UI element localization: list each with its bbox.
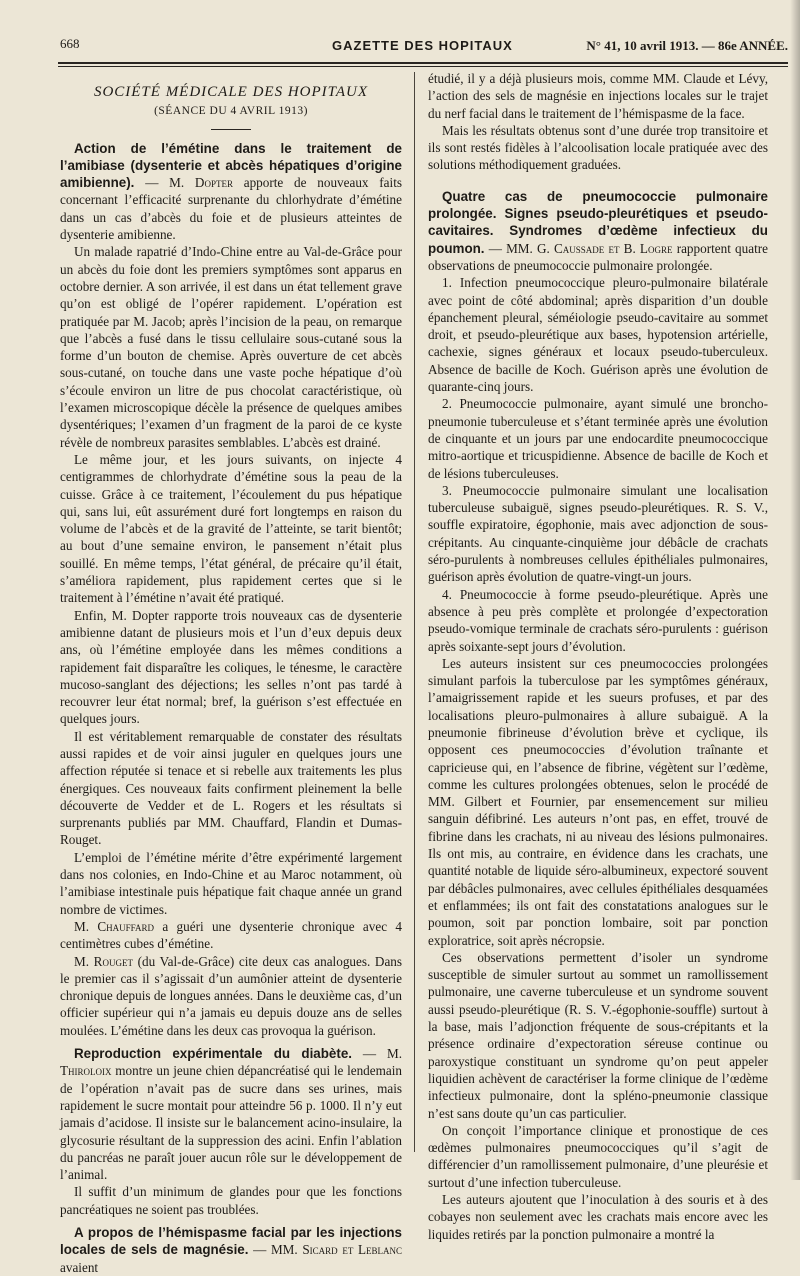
running-header — [60, 36, 788, 58]
author-name: M. Dopter — [169, 175, 233, 191]
article-title: A propos de l’hémispasme facial par les injections locales de sels de magnésie. — [60, 1225, 402, 1258]
article-diabete — [60, 1045, 402, 1218]
paragraph: Il suffit d’un minimum de glandes pour que les fonctions pancréatiques ne soient pas troublées. — [60, 1184, 402, 1217]
header-rule-thin — [58, 66, 788, 67]
paragraph: Les auteurs ajoutent que l’inoculation à des souris et à des cobayes non seulement avec les crachats mais encore avec les liquides retirés par la ponction pulmonaire a montré la — [428, 1192, 768, 1242]
journal-title: GAZETTE DES HOPITAUX — [332, 38, 513, 53]
author-name: MM. Sicard et Leblanc — [270, 1242, 403, 1258]
page-edge-shadow — [790, 0, 800, 1180]
paragraph: Enfin, M. Dopter rapporte trois nouveaux cas de dysenterie amibienne datant de plusieurs mois et l’un d’eux depuis deux ans, où l’émétine employée dans les mêmes conditions a rapidement fait disparaître les coliques, le ténesme, le caractère mucoso-sanglant des déjections; les selles n’ont pas tardé à recouvrer leur état normal; bref, la guérison s’est effectuée en quelques jours. — [60, 607, 402, 727]
paragraph-text: rapportent quatre observations de pneumococcie pulmonaire prolongée. — [428, 240, 769, 273]
article-lead: Reproduction expérimentale du diabète. — M. Thiroloix montre un jeune chien dépancréatisé qui le lendemain de l’opération n’avait pas de sucre dans ses urines, mais rapidement le sucre montait pour atteindre 56 p. 1000. Il n’y eut jamais d’acidose. Il insiste sur le balancement acino-insulaire, la glycosurie résultant de la suppression des acini. Enfin l’ablation du pancréas ne paraît jouer aucun rôle sur le développement de l’animal. — [60, 1046, 402, 1183]
article-hemispasme — [60, 1224, 402, 1276]
paragraph: Mais les résultats obtenus sont d’une durée trop transitoire et ils sont restés fidèles à l’alcoolisation locale pratiquée avec des solutions méthodiquement graduées. — [428, 122, 768, 173]
case-item: 2. Pneumococcie pulmonaire, ayant simulé une broncho-pneumonie tuberculeuse et s’étant terminée après une évolution de cinquante et un jours par une endocardite pneumococcique mitro-aortique et tricuspidienne. Absence de bacille de Koch et de lésions tuberculeuses. — [428, 396, 768, 481]
paragraph — [60, 953, 402, 1039]
paragraph-text: a guéri une dysenterie chronique avec 4 centimètres cubes d’émétine. — [60, 918, 402, 952]
paragraph: Les auteurs insistent sur ces pneumococcies prolongées simulant parfois la tuberculose par les symptômes généraux, l’amaigrissement rapide et les sueurs profuses, et par des localisations pleuro-pulmonaires à allure subaiguë. A la pneumonie fibrineuse d’évolution brève et cyclique, ils opposent ces pneumococcies d’évolution traînante et capricieuse qui, en l’absence de fibrine, végètent sur l’œdème, comme les cultures prolongées obtenues, selon le procédé de MM. Gilbert et Fournier, par ensemencement sur milieu sanguin défibriné. Les auteurs n’ont pas, en effet, trouvé de fibrine dans les crachats, ni au niveau des lésions pulmonaires. Ils ont mis, au contraire, en évidence dans les crachats, une quantité notable de liquide séro-albumineux, expectoré souvent par débâcles pulmonaires, avec cellules épithéliales desquamées et enflammées; ils ont fait des constatations analogues sur le poumon, soit par ponction lombaire, soit par ponction exploratrice, soit après nécropsie. — [428, 655, 768, 948]
paragraph: Le même jour, et les jours suivants, on injecte 4 centigrammes de chlorhydrate d’émétine sous la peau de la cuisse. Grâce à ce traitement, l’écoulement du pus hépatique qui, sans lui, eût assurément duré fort longtemps en raison du volume de l’abcès et de la gravité de l’atteinte, se tarit bientôt; au bout d’une semaine environ, le pansement n’était plus souillé. En même temps, l’état général, de précaire qu’il était, s’améliora rapidement, plus rapidement certes que si le traitement à l’émétine n’avait été pratiqué. — [60, 451, 402, 606]
paragraph: On conçoit l’importance clinique et pronostique de ces œdèmes pulmonaires pneumococciques qu’il s’agit de différencier d’un ramollissement pulmonaire, d’une pleurésie et surtout d’une infection tuberculeuse. — [428, 1122, 768, 1190]
article-lead: Quatre cas de pneumococcie pulmonaire prolongée. Signes pseudo-pleurétiques et pseudo-cavitaires. Syndromes d’œdème infectieux du poumon. — MM. G. Caussade et B. Logre rapportent quatre observations de pneumococcie pulmonaire prolongée. — [428, 188, 769, 273]
article-emetine — [60, 140, 402, 1039]
paragraph-text: avaient — [60, 1259, 99, 1275]
paragraph: L’emploi de l’émétine mérite d’être expérimenté largement dans nos colonies, en Indo-Chine et au Maroc notamment, où l’amibiase intestinale puis hépatique fait chaque année un grand nombre de victimes. — [60, 849, 402, 917]
header-rule — [58, 62, 788, 64]
session-date: (SÉANCE DU 4 AVRIL 1913) — [154, 105, 308, 118]
paragraph: apporte de nouveaux faits concernant l’efficacité surprenante du chlorhydrate d’émétine dans un cas d’abcès du foie et de plusieurs atteintes de dysenterie amibienne. — [60, 175, 402, 243]
paragraph: Il est véritablement remarquable de constater des résultats aussi rapides et de voir ainsi juguler en quelques jours une affection réputée si tenace et si rebelle aux traitements les plus énergiques. Ces nouveaux faits confirment pleinement la belle découverte de Vedder et de L. Rogers et les résultats si surprenants publiés par MM. Chauffard, Flandin et Dumas-Rouget. — [60, 728, 402, 848]
article-lead: Action de l’émétine dans le traitement de l’amibiase (dysenterie et abcès hépatiques d’origine amibienne). — M. Dopter apporte de nouveaux faits concernant l’efficacité surprenante du chlorhydrate d’émétine dans un cas d’abcès du foie et de plusieurs atteintes de dysenterie amibienne. — [60, 140, 402, 243]
paragraph: étudié, il y a déjà plusieurs mois, comme MM. Claude et Lévy, l’action des sels de magnésie en injections locales sur le trajet du nerf facial dans le traitement de l’hémispasme de la face. — [428, 71, 768, 121]
article-title: Action de l’émétine dans le traitement de l’amibiase (dysenterie et abcès hépatiques d’origine amibienne). — [60, 140, 402, 191]
author-name: MM. G. Caussade et B. Logre — [506, 240, 673, 256]
case-item: 4. Pneumococcie à forme pseudo-pleurétique. Après une absence à peu près complète et prolongée d’expectoration pseudo-vomique terminale de crachats séro-purulents : guérison après soixante-sept jours d’évolution. — [428, 586, 768, 654]
paragraph-text: montre un jeune chien dépancréatisé qui le lendemain de l’opération n’avait pas de sucre dans ses urines, mais rapidement le sucre montait pour atteindre 56 p. 1000. Il n’y eut jamais d’acidose. Il insiste sur le balancement acino-insulaire, la glycosurie résultant de la suppression des acini. Enfin l’ablation du pancréas ne paraît jouer aucun rôle sur le développement de l’animal. — [60, 1063, 402, 1183]
author-name: M. Chauffard — [74, 918, 154, 934]
page-number: 668 — [60, 36, 80, 51]
paragraph-text: (du Val-de-Grâce) cite deux cas analogues. Dans le premier cas il s’agissait d’un aumônier atteint de dysenterie chronique depuis de longues années. Dans le deuxième cas, d’un officier supérieur qui n’a jamais eu depuis douze ans de selles moulées. L’émétine dans les deux cas provoqua la guérison. — [60, 953, 403, 1038]
author-name: M. Thiroloix — [60, 1046, 402, 1079]
paragraph — [60, 918, 402, 953]
article-title: Quatre cas de pneumococcie pulmonaire prolongée. Signes pseudo-pleurétiques et pseudo-cavitaires. Syndromes d’œdème infectieux du poumon. — [428, 188, 768, 256]
issue-date: N° 41, 10 avril 1913. — 86e ANNÉE. — [586, 38, 788, 53]
article-lead: A propos de l’hémispasme facial par les injections locales de sels de magnésie. — MM. Sicard et Leblanc avaient — [60, 1225, 403, 1275]
author-name: M. Rouget — [74, 953, 133, 969]
right-column — [428, 70, 768, 1243]
left-column — [60, 70, 402, 1276]
paragraph: Ces observations permettent d’isoler un syndrome susceptible de simuler surtout au sommet un ramollissement pulmonaire, une caverne tuberculeuse et un syndrome souvent aussi pseudo-pleurétique (R. S. V.-égophonie-souffle) surtout à la base, mais l’adjonction fréquente de sous-crépitants et la présence ordinaire d’expectoration séreuse continue ou paroxystique constituant un syndrome qu’on peut appeler liquidien achèvent de caractériser la forme clinique de l’œdème infectieux pulmonaire, dont la spléno-pneumonie classique n’est sans doute qu’un cas particulier. — [428, 949, 768, 1121]
case-item: 1. Infection pneumococcique pleuro-pulmonaire bilatérale avec point de côté abdominal; après disparition d’un double épanchement pleural, séméiologie pseudo-cavitaire au sommet droit, et pseudo-pleurétique aux bases, hypotension artérielle, cachexie, signes généraux et locaux pseudo-tuberculeux. Absence de bacille de Koch. Guérison après une évolution de quarante-cinq jours. — [428, 275, 768, 395]
article-pneumococcie — [428, 188, 768, 1243]
paragraph: Un malade rapatrié d’Indo-Chine entre au Val-de-Grâce pour un abcès du foie dont les premiers symptômes sont apparus en octobre dernier. A son arrivée, il est dans un état tellement grave qu’on est obligé de l’opérer rapidement. L’opération est pratiquée par M. Jacob; après l’incision de la peau, on remarque que l’abcès a fusé dans le tissu cellulaire sous-cutané sous la forme d’un bouton de chemise. Après ouverture de cet abcès sous-cutané, on touche dans une vaste poche hépatique d’où s’écoule environ un litre de pus chocolat caractéristique, où l’examen microscopique décèle la présence de quelques amibes dysentériques; l’examen d’un fragment de la paroi de ce kyste révèle de nombreux parasites semblables. L’abcès est drainé. — [60, 244, 402, 450]
column-divider — [414, 72, 415, 1152]
case-item: 3. Pneumococcie pulmonaire simulant une localisation tuberculeuse subaiguë, signes pseudo-pleurétiques. R. S. V., souffle expiratoire, égophonie, mais avec adjonction de sous-crépitants. Au cinquante-cinquième jour débâcle de crachats séro-purulents à nombreuses cellules épithéliales pulmonaires, guérison après évolution de quatre-vingt-un jours. — [428, 482, 768, 585]
section-rule — [211, 129, 251, 130]
section-title: SOCIÉTÉ MÉDICALE DES HOPITAUX — [93, 84, 369, 100]
article-title: Reproduction expérimentale du diabète. — [74, 1046, 352, 1062]
